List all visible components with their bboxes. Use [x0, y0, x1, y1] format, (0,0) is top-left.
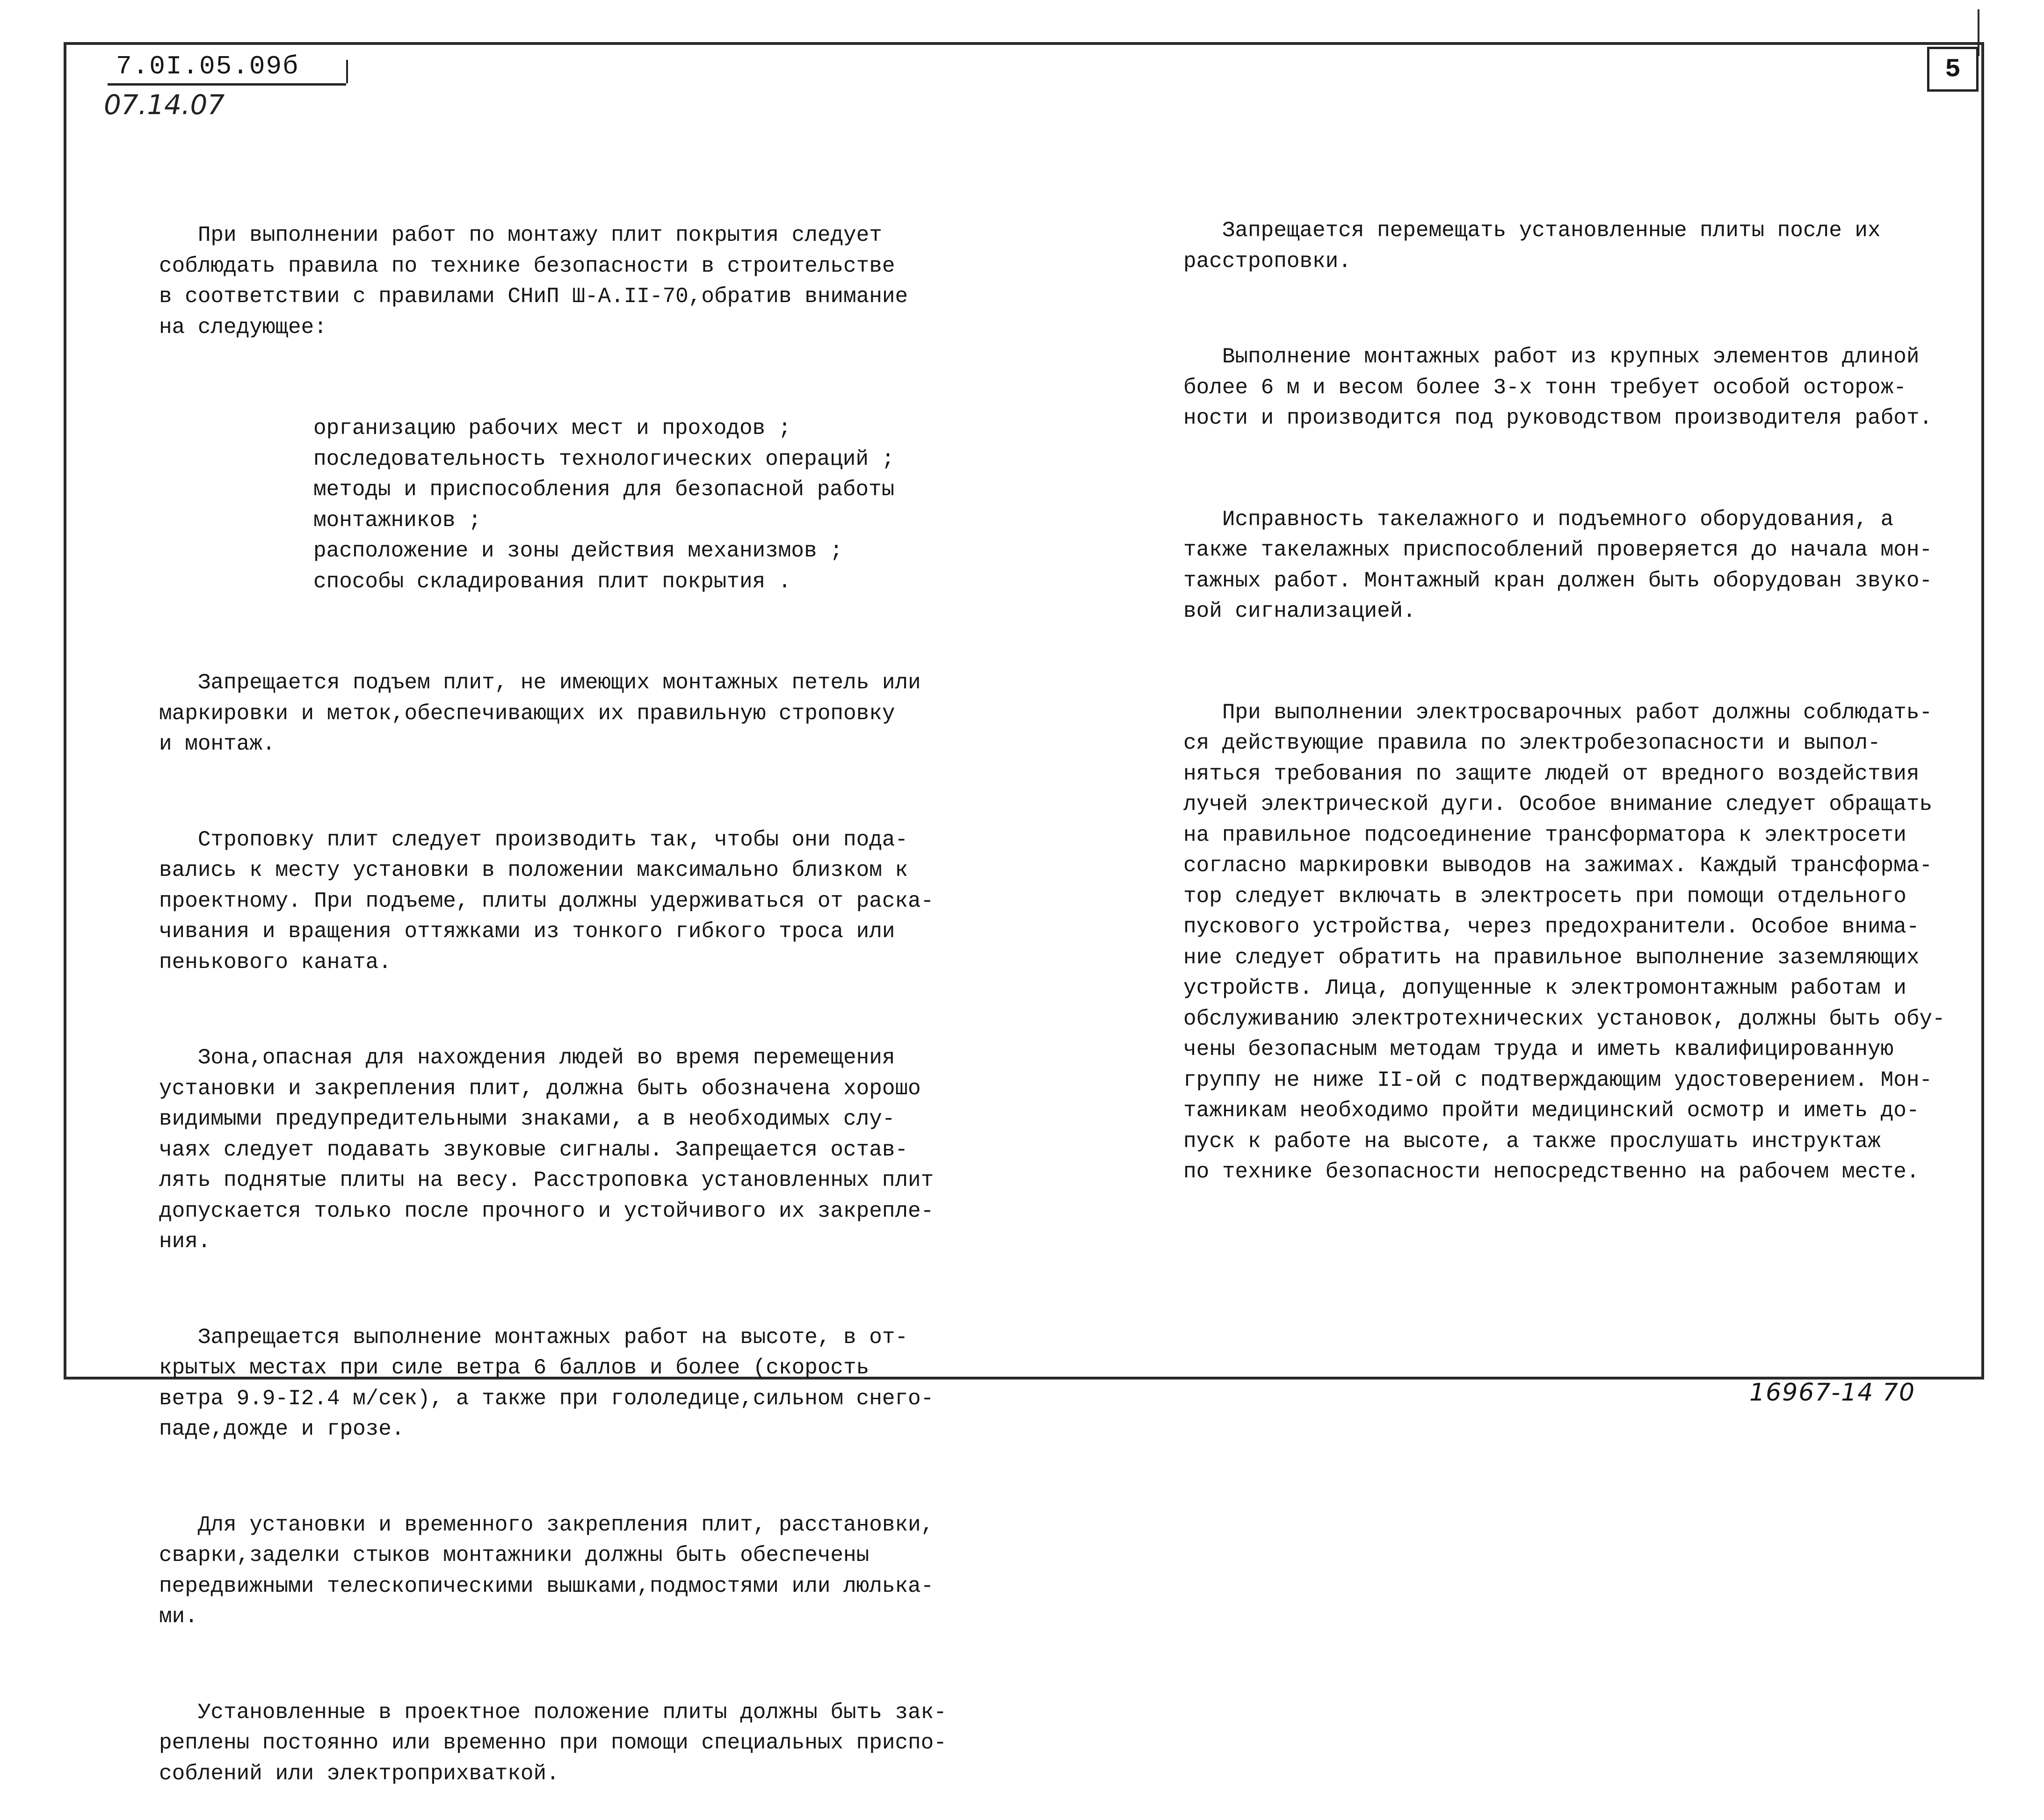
- paragraph-equipment: Для установки и временного закрепления плит, расстановки, сварки,заделки стыков монтажники должны быть обеспечены передвижными телескопическими вышками,подмостями или люлька- ми.: [159, 1512, 934, 1629]
- code-field-tick: [346, 60, 348, 83]
- footer-reference: 16967-14 70: [1749, 1379, 1916, 1407]
- handwritten-date: 07.14.07: [104, 89, 225, 121]
- frame-left-border: [64, 42, 66, 1379]
- document-code: 7.0I.05.09б: [116, 51, 299, 81]
- document-code-underline: [108, 83, 346, 86]
- paragraph-moving-ban: Запрещается перемещать установленные плиты после их расстроповки.: [1183, 218, 1881, 274]
- frame-right-border: [1981, 42, 1984, 1379]
- paragraph-intro: При выполнении работ по монтажу плит покрытия следует соблюдать правила по технике безопасности в строительстве в соответствии с правилами СНиП Ш-А.II-70,обратив внимание на следующее:: [159, 223, 908, 339]
- safety-topics-list: организацию рабочих мест и проходов ; последовательность технологических операций ; методы и приспособления для безопасной работы монтажников ; расположение и зоны действия механизмов ; способы складирования плит покрытия .: [313, 416, 895, 594]
- paragraph-lifting-ban: Запрещается подъем плит, не имеющих монтажных петель или маркировки и меток,обеспечивающих их правильную строповку и монтаж.: [159, 671, 921, 756]
- paragraph-slinging: Строповку плит следует производить так, чтобы они пода- вались к месту установки в положении максимально близком к проектному. При подъеме, плиты должны удерживаться от раска- чивания и вращения оттяжками из тонкого гибкого троса или пенькового каната.: [159, 827, 934, 975]
- paragraph-fixing: Установленные в проектное положение плиты должны быть зак- реплены постоянно или временно при помощи специальных приспо- соблений или электроприхваткой.: [159, 1700, 947, 1786]
- paragraph-danger-zone: Зона,опасная для нахождения людей во время перемещения установки и закрепления плит, должна быть обозначена хорошо видимыми предупредительными знаками, а в необходимых слу- чаях следует подавать звуковые сигналы. Запрещается остав- лять поднятые плиты на весу. Расстроповка установленных плит допускается только после прочного и устойчивого их закрепле- ния.: [159, 1046, 934, 1254]
- paragraph-large-elements: Выполнение монтажных работ из крупных элементов длиной более 6 м и весом более 3-х тонн требует особой осторож- ности и производится под руководством производителя работ.: [1183, 345, 1933, 430]
- left-text-column: [159, 159, 973, 1820]
- paragraph-weather: Запрещается выполнение монтажных работ на высоте, в от- крытых местах при силе ветра 6 баллов и более (скорость ветра 9.9-I2.4 м/сек), а также при гололедице,сильном снего- паде,дожде и грозе.: [159, 1325, 934, 1441]
- page-number-box: [1927, 47, 1979, 92]
- paragraph-welding: При выполнении электросварочных работ должны соблюдать- ся действующие правила по электробезопасности и выпол- няться требования по защите людей от вредного воздействия лучей электрической дуги. Особое внимание следует обращать на правильное подсоединение трансформатора к электросети согласно маркировки выводов на зажимах. Каждый трансформа- тор следует включать в электросеть при помощи отдельного пускового устройства, через предохранители. Особое внима- ние следует обратить на правильное выполнение заземляющих устройств. Лица, допущенные к электромонтажным работам и обслуживанию электротехнических установок, должны быть обу- чены безопасным методам труда и иметь квалифицированную группу не ниже II-ой с подтверждающим удостоверением. Мон- тажникам необходимо пройти медицинский осмотр и иметь до- пуск к работе на высоте, а также прослушать инструктаж по технике безопасности непосредственно на рабочем месте.: [1183, 700, 1945, 1184]
- right-text-column: [1183, 154, 1950, 1218]
- paragraph-rigging: Исправность такелажного и подъемного оборудования, а также такелажных приспособлений проверяется до начала мон- тажных работ. Монтажный кран должен быть оборудован звуко- вой сигнализацией.: [1183, 507, 1933, 623]
- page-number: 5: [1945, 54, 1961, 84]
- frame-top-border: [65, 42, 1983, 45]
